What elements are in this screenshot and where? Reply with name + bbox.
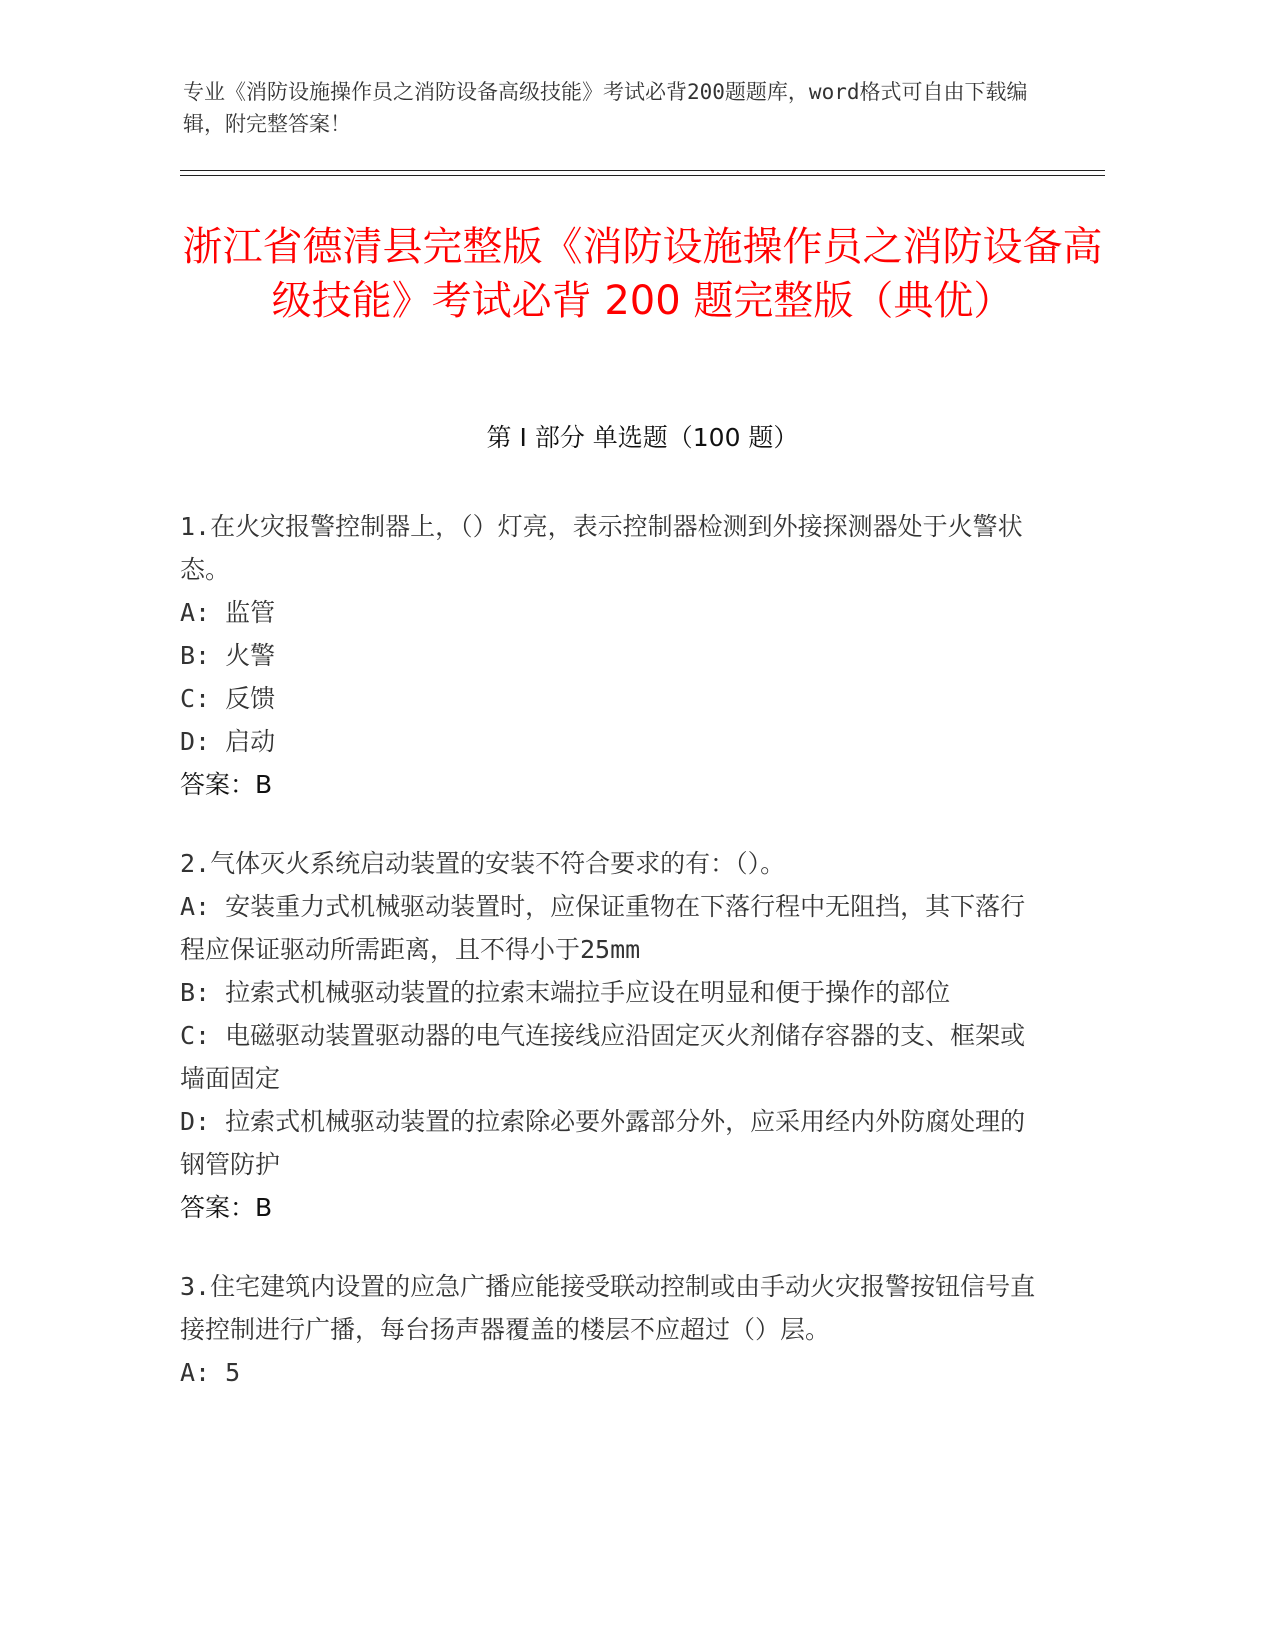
option-b: B: 火警 <box>180 641 276 670</box>
header-note: 专业《消防设施操作员之消防设备高级技能》考试必背200题题库，word格式可自由下载编辑，附完整答案！ <box>183 80 1028 136</box>
question-text: 2.气体灭火系统启动装置的安装不符合要求的有：（）。 <box>180 849 786 878</box>
option-a: A: 安装重力式机械驱动装置时，应保证重物在下落行程中无阻挡，其下落行程应保证驱动所需距离，且不得小于25mm <box>180 892 1026 964</box>
option-d: D: 启动 <box>180 727 276 756</box>
section-title: 第 I 部分 单选题（100 题） <box>486 423 799 452</box>
header-divider-top <box>180 170 1105 171</box>
question-text: 3.住宅建筑内设置的应急广播应能接受联动控制或由手动火灾报警按钮信号直接控制进行广播，每台扬声器覆盖的楼层不应超过（）层。 <box>180 1272 1036 1344</box>
question-text: 1.在火灾报警控制器上，（）灯亮，表示控制器检测到外接探测器处于火警状态。 <box>180 512 1023 584</box>
answer: 答案：B <box>180 1193 273 1222</box>
option-a: A: 5 <box>180 1358 241 1387</box>
question-2 <box>180 842 1040 1229</box>
document-title: 浙江省德清县完整版《消防设施操作员之消防设备高级技能》考试必背 200 题完整版（典优） <box>182 224 1103 324</box>
question-list <box>180 505 1040 1430</box>
option-b: B: 拉索式机械驱动装置的拉索末端拉手应设在明显和便于操作的部位 <box>180 978 951 1007</box>
option-a: A: 监管 <box>180 598 276 627</box>
question-3 <box>180 1265 1040 1394</box>
answer: 答案：B <box>180 770 273 799</box>
option-c: C: 电磁驱动装置驱动器的电气连接线应沿固定灭火剂储存容器的支、框架或墙面固定 <box>180 1021 1026 1093</box>
header-divider-bottom <box>180 175 1105 176</box>
option-d: D: 拉索式机械驱动装置的拉索除必要外露部分外，应采用经内外防腐处理的钢管防护 <box>180 1107 1026 1179</box>
question-1 <box>180 505 1040 806</box>
option-c: C: 反馈 <box>180 684 276 713</box>
